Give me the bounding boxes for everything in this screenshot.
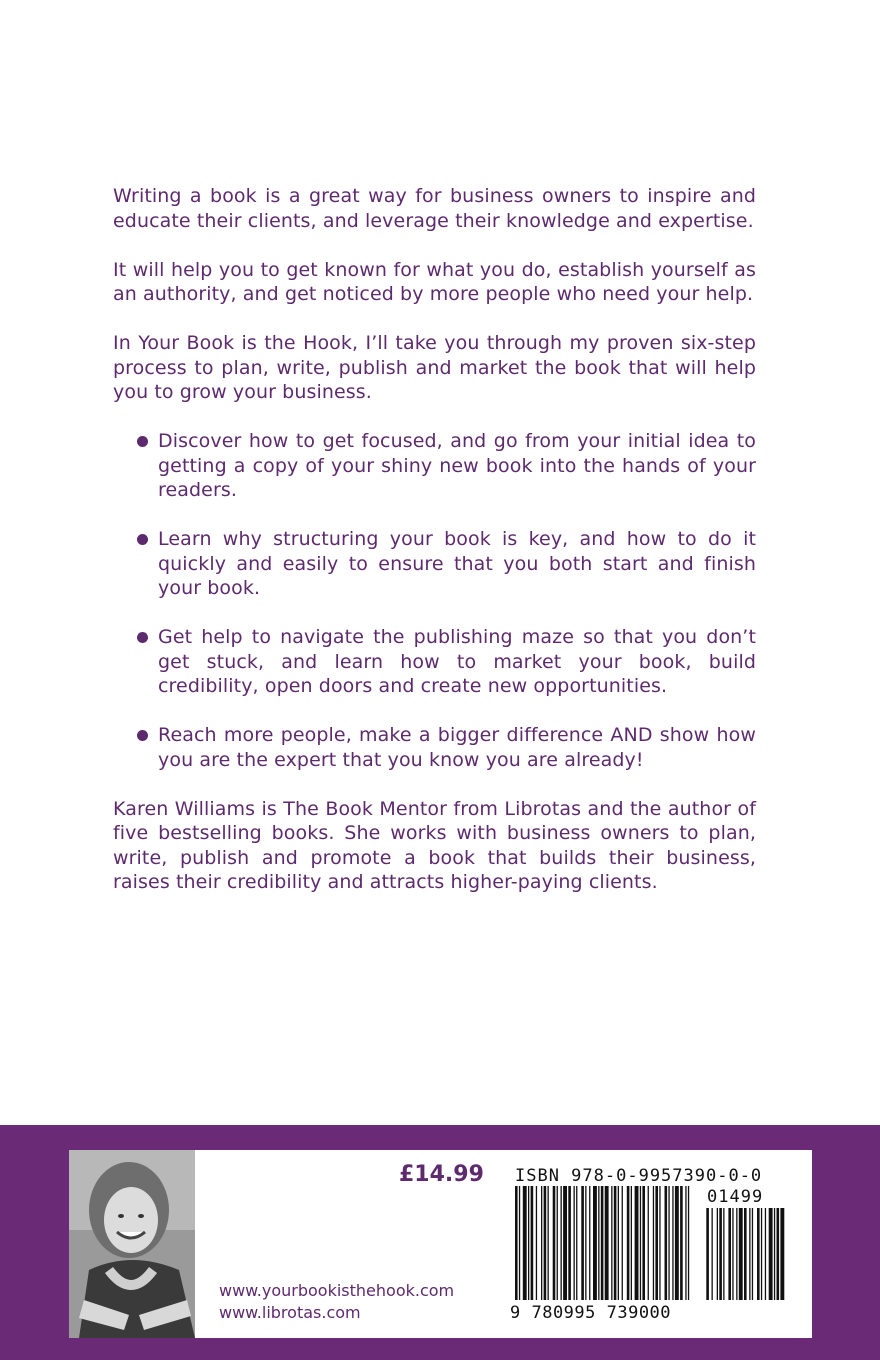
barcode-bar — [627, 1186, 630, 1300]
barcode-bar — [659, 1186, 660, 1300]
addon-barcode-bar — [706, 1208, 709, 1300]
benefit-item: Reach more people, make a bigger difference AND show how you are the expert that you know you are already! — [158, 724, 756, 771]
barcode-bar — [574, 1186, 575, 1300]
benefit-list — [113, 429, 756, 772]
addon-barcode-bar — [757, 1208, 760, 1300]
benefit-item: Discover how to get focused, and go from your initial idea to getting a copy of your shiny new book into the hands of your readers. — [158, 430, 756, 501]
website-url: www.librotas.com — [219, 1303, 361, 1322]
barcode-bar — [685, 1186, 686, 1300]
barcode-bar — [680, 1186, 683, 1300]
addon-barcode-bar — [752, 1208, 753, 1300]
barcode-bar — [601, 1186, 604, 1300]
barcode-bar — [618, 1186, 619, 1300]
barcode-bar — [576, 1186, 577, 1300]
addon-barcode-bar — [769, 1208, 773, 1300]
barcode-bar — [668, 1186, 669, 1300]
author-bio: Karen Williams is The Book Mentor from Librotas and the author of five bestselling books. She works with business owners to plan, write, publish and promote a book that builds their business, raises their credibility and attracts higher-paying clients. — [113, 797, 756, 893]
addon-barcode-bar — [761, 1208, 762, 1300]
barcode-bar — [541, 1186, 542, 1300]
author-portrait-image — [69, 1150, 195, 1338]
barcode-bar — [593, 1186, 597, 1300]
addon-barcode-bar — [765, 1208, 766, 1300]
intro-paragraph-1: Writing a book is a great way for business owners to inspire and educate their clients, and leverage their knowledge and expertise. — [113, 185, 756, 232]
addon-barcode-bar — [717, 1208, 718, 1300]
barcode-bar — [536, 1186, 537, 1300]
barcode-bar — [523, 1186, 527, 1300]
barcode-bar — [653, 1186, 654, 1300]
isbn-label: ISBN 978-0-9957390-0-0 — [515, 1166, 763, 1186]
barcode-bar — [598, 1186, 599, 1300]
addon-barcode-bar — [723, 1208, 724, 1300]
barcode-bar — [655, 1186, 658, 1300]
barcode-bar — [688, 1186, 689, 1300]
addon-barcode-bar — [749, 1208, 750, 1300]
addon-barcode-bar — [732, 1208, 733, 1300]
barcode-bar — [675, 1186, 679, 1300]
intro-paragraph-3: In Your Book is the Hook, I’ll take you through my proven six-step process to plan, write, publish and market the book that will help you to grow your business. — [113, 332, 756, 403]
author-photo — [69, 1150, 195, 1338]
barcode-bar — [622, 1186, 623, 1300]
barcode-bar — [611, 1186, 612, 1300]
barcode-bar — [563, 1186, 567, 1300]
addon-barcode-bar — [777, 1208, 780, 1300]
barcode-bar — [585, 1186, 586, 1300]
addon-barcode-bar — [719, 1208, 722, 1300]
barcode-bar — [665, 1186, 668, 1300]
intro-paragraph-2: It will help you to get known for what you do, establish yourself as an authority, and get noticed by more people who need your help. — [113, 258, 756, 305]
barcode-bar — [515, 1186, 518, 1300]
price-addon-code: 01499 — [707, 1187, 764, 1207]
barcode-digits: 9 780995 739000 — [510, 1303, 672, 1323]
barcode-bar — [605, 1186, 609, 1300]
barcode-bar — [561, 1186, 562, 1300]
barcode-bar — [557, 1186, 558, 1300]
barcode-bar — [531, 1186, 534, 1300]
barcode-bar — [544, 1186, 547, 1300]
barcode-bar — [640, 1186, 641, 1300]
benefit-item: Learn why structuring your book is key, and how to do it quickly and easily to ensure that you both start and finish your book. — [158, 528, 756, 599]
addon-barcode-bar — [774, 1208, 775, 1300]
barcode-bar — [589, 1186, 590, 1300]
addon-barcode-bar — [728, 1208, 731, 1300]
price: £14.99 — [399, 1162, 484, 1187]
barcode-bar — [614, 1186, 617, 1300]
addon-barcode-bar — [736, 1208, 737, 1300]
barcode — [515, 1186, 815, 1304]
barcode-bar — [648, 1186, 649, 1300]
addon-barcode-bar — [712, 1208, 713, 1300]
barcode-bar — [568, 1186, 571, 1300]
addon-barcode-bar — [739, 1208, 743, 1300]
barcode-bar — [528, 1186, 529, 1300]
barcode-bar — [553, 1186, 556, 1300]
website-links — [219, 1280, 454, 1324]
addon-barcode-bar — [780, 1208, 784, 1300]
benefit-item: Get help to navigate the publishing maze so that you don’t get stuck, and learn how to market your book, build credibility, open doors and create new opportunities. — [158, 626, 756, 697]
back-cover-text — [113, 184, 756, 919]
barcode-bar — [631, 1186, 632, 1300]
addon-barcode-bar — [744, 1208, 747, 1300]
footer-panel — [69, 1150, 812, 1338]
barcode-bar — [642, 1186, 645, 1300]
barcode-bar — [519, 1186, 520, 1300]
barcode-bar — [672, 1186, 673, 1300]
website-url: www.yourbookisthehook.com — [219, 1281, 455, 1300]
barcode-bar — [635, 1186, 639, 1300]
barcode-bar — [548, 1186, 549, 1300]
barcode-bar — [581, 1186, 584, 1300]
